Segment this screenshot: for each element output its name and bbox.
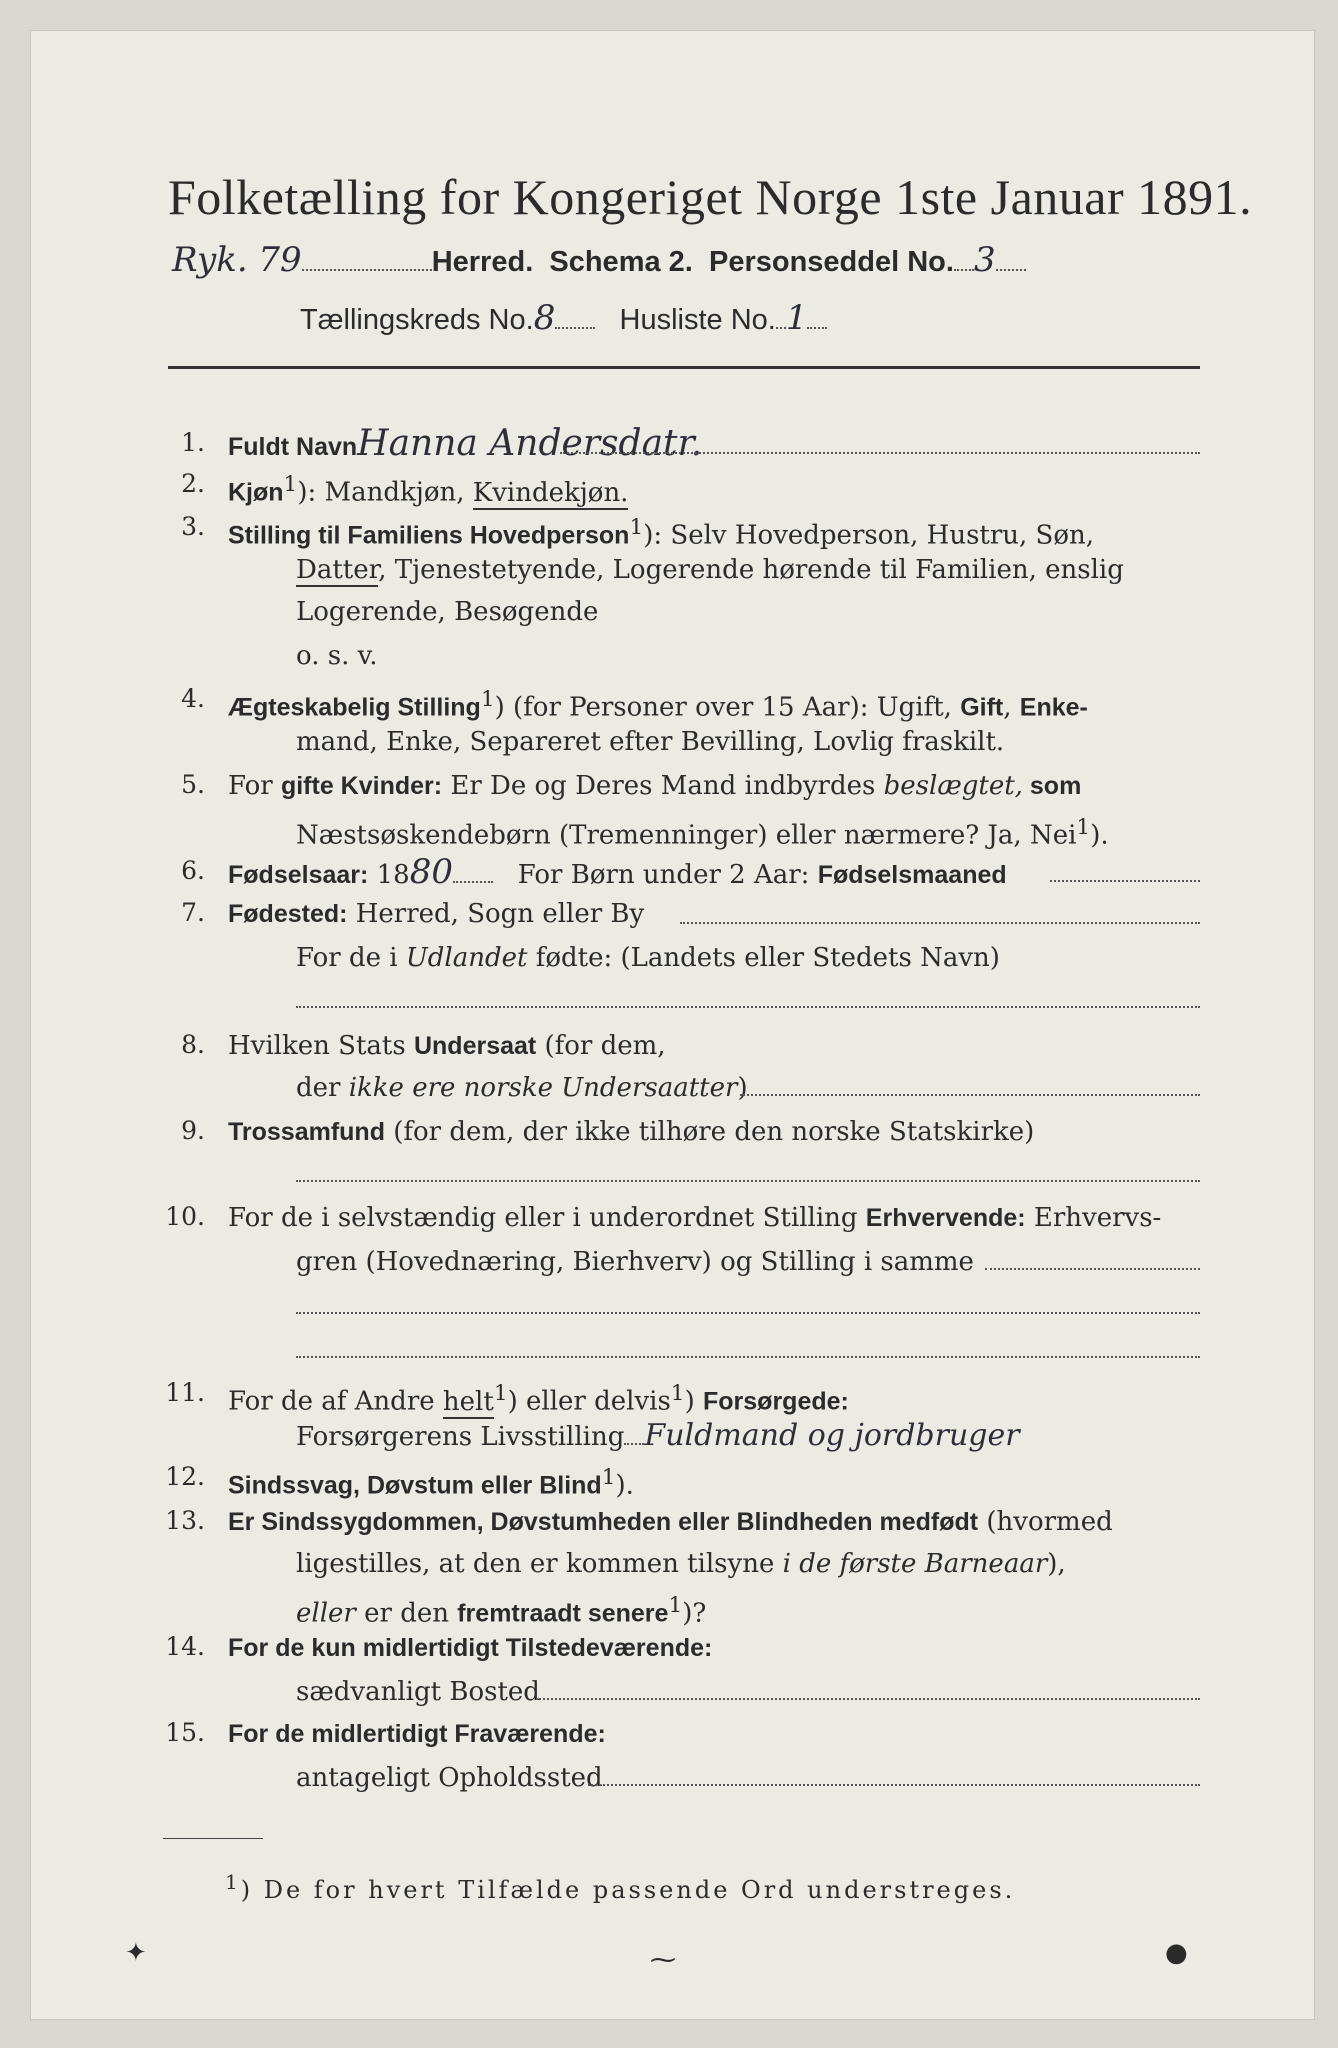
item-9-line (296, 1180, 1200, 1182)
item-2 (228, 467, 628, 511)
footnote (225, 1870, 1015, 1904)
item-14-line (536, 1698, 1200, 1700)
item-3-text-2: , Tjenestetyende, Logerende hørende til Familien, enslig (378, 555, 1124, 585)
item-8-number: 8. (181, 1030, 205, 1059)
item-5-sup: 1 (1076, 815, 1091, 840)
item-8-text-1b: (for dem, (536, 1031, 666, 1061)
item-6-line (1050, 880, 1200, 882)
ink-mark-center: ⁓ (650, 1945, 676, 1975)
item-2-label: Kjøn (228, 478, 284, 507)
husliste-label: Husliste No. (619, 304, 776, 336)
item-9-text: (for dem, der ikke tilhøre den norske Statskirke) (384, 1117, 1035, 1147)
item-1 (228, 423, 703, 465)
item-7-udlandet: Udlandet (405, 943, 528, 973)
item-11-line-1 (228, 1376, 849, 1420)
item-12-number: 12. (165, 1462, 205, 1491)
item-10-label: Erhvervende: (865, 1204, 1026, 1232)
item-10-line-2-fill (985, 1268, 1200, 1270)
item-5-som: som (1022, 772, 1082, 800)
item-5-line-2 (296, 810, 1109, 854)
item-1-line (560, 452, 1200, 454)
item-10-line-3 (296, 1312, 1200, 1314)
item-3-text-1: ): Selv Hovedperson, Hustru, Søn, (643, 520, 1095, 551)
item-9-number: 9. (181, 1116, 205, 1145)
item-11-sup-2: 1 (670, 1381, 685, 1406)
item-2-text: ): Mandkjøn, (297, 477, 473, 508)
item-3-line-2 (296, 552, 1124, 588)
item-11-number: 11. (165, 1378, 205, 1407)
footnote-rule (163, 1838, 263, 1839)
item-11-text-2: Forsørgerens Livsstilling (296, 1422, 625, 1452)
item-6-year: 80 (409, 852, 453, 892)
item-13-line-2 (296, 1546, 1066, 1582)
item-13-text-3i: eller (296, 1598, 356, 1629)
item-13-number: 13. (165, 1506, 205, 1535)
item-4-sup: 1 (480, 687, 495, 712)
item-15-number: 15. (165, 1718, 205, 1747)
item-10-line-1 (228, 1200, 1161, 1236)
item-5-label: gifte Kvinder: (280, 772, 443, 800)
item-2-sup: 1 (283, 472, 298, 497)
item-13-line-1 (228, 1504, 1113, 1540)
item-15-label: For de midlertidigt Fraværende: (228, 1720, 606, 1748)
item-5-beslaegtet: beslægtet, (883, 771, 1023, 801)
item-13-fremtraadt: fremtraadt senere (457, 1599, 669, 1628)
item-12 (228, 1460, 634, 1504)
item-4-enke: Enke- (1019, 693, 1088, 722)
item-2-kvindekjon: Kvindekjøn. (472, 477, 629, 508)
header-line-kreds (300, 298, 827, 338)
item-13-label: Er Sindssygdommen, Døvstumheden eller Blindheden (228, 1508, 880, 1536)
item-4-line-1 (228, 682, 1088, 726)
item-13-text-2i: i de første Barneaar (782, 1549, 1048, 1579)
item-3-label: Stilling til Familiens Hovedperson (228, 521, 630, 550)
item-8-label: Undersaat (413, 1032, 537, 1060)
herred-label: Herred. (431, 246, 534, 278)
header-divider (168, 366, 1200, 369)
item-8-line (740, 1094, 1200, 1096)
item-3-line-3: Logerende, Besøgende (296, 597, 599, 627)
item-4-line-2: mand, Enke, Separeret efter Bevilling, Lovlig fraskilt. (296, 727, 1005, 757)
item-15-line-1 (228, 1716, 606, 1752)
item-4-gift: Gift (960, 693, 1004, 722)
item-3-line-1 (228, 510, 1094, 554)
item-5-text-1: Er De og Deres Mand indbyrdes (442, 771, 884, 801)
item-10-number: 10. (165, 1202, 205, 1231)
personseddel-value: 3 (973, 240, 996, 280)
item-6-number: 6. (181, 856, 205, 885)
item-12-label: Sindssvag, Døvstum eller Blind (228, 1471, 602, 1500)
husliste-value: 1 (785, 298, 808, 338)
item-13-text-1b: (hvormed (978, 1507, 1113, 1537)
footnote-sup: 1 (225, 1870, 241, 1894)
item-13-text-2b: ), (1047, 1549, 1066, 1579)
item-13-end: )? (682, 1598, 707, 1629)
form-title: Folketælling for Kongeriget Norge 1ste Januar 1891. (168, 169, 1253, 225)
item-8-text-1a: Hvilken Stats (228, 1031, 414, 1061)
item-13-text-3a: er den (355, 1598, 458, 1629)
personseddel-label: Personseddel No. (708, 246, 954, 278)
item-6 (228, 854, 1007, 893)
item-8-line-1 (228, 1028, 666, 1064)
item-11-text-1c: ) (684, 1386, 703, 1417)
item-9-line-1 (228, 1114, 1034, 1150)
item-11-line-2 (296, 1418, 1020, 1455)
item-4-label: Ægteskabelig Stilling (228, 693, 481, 722)
item-14-label: For de kun midlertidigt Tilstedeværende: (228, 1634, 713, 1662)
ink-mark-left: ✦ (125, 1938, 147, 1968)
item-11-text-1b: ) eller delvis (507, 1386, 671, 1417)
item-1-answer: Hanna Andersdatr. (357, 423, 703, 464)
item-7-text-2a: For de i (296, 943, 406, 973)
item-9-label: Trossamfund (228, 1118, 385, 1146)
item-8-text-2a: der (296, 1073, 349, 1103)
item-8-line-2 (296, 1070, 748, 1106)
item-7-text-2b: fødte: (Landets eller Stedets Navn) (527, 943, 1000, 973)
item-13-sup: 1 (668, 1593, 683, 1618)
item-10-line-2: gren (Hovednæring, Bierhverv) og Stilling i samme (296, 1247, 974, 1277)
item-5-pre: For (228, 771, 281, 801)
item-14-line-1 (228, 1630, 712, 1666)
item-6-label: Fødselsaar: (228, 861, 369, 889)
item-11-answer: Fuldmand og jordbruger (644, 1418, 1020, 1453)
item-11-text-1a: For de af Andre (228, 1386, 443, 1417)
item-7-number: 7. (181, 898, 205, 927)
item-11-sup-1: 1 (493, 1381, 508, 1406)
item-10-text-1b: Erhvervs- (1025, 1203, 1162, 1233)
item-3-datter: Datter (296, 555, 379, 585)
ink-mark-right: ● (1165, 1938, 1188, 1968)
item-1-label: Fuldt Navn (228, 433, 358, 461)
item-3-sup: 1 (629, 515, 644, 540)
item-2-number: 2. (181, 469, 205, 498)
item-5-number: 5. (181, 770, 205, 799)
item-7-text-1: Herred, Sogn eller By (347, 899, 645, 929)
schema-label: Schema 2. (549, 246, 693, 278)
item-6-prefix: 18 (368, 860, 410, 890)
item-13-line-3 (296, 1588, 706, 1632)
item-14-line-2: sædvanligt Bosted (296, 1677, 540, 1707)
item-7-line-2-fill (296, 1006, 1200, 1008)
item-11-helt: helt (442, 1386, 494, 1417)
item-10-line-4 (296, 1356, 1200, 1358)
item-5-line-1 (228, 768, 1081, 804)
item-11-label: Forsørgede: (703, 1387, 849, 1416)
item-8-text-2b: ) (737, 1073, 748, 1103)
item-6-label-2: Fødselsmaaned (817, 861, 1007, 889)
item-13-medfodt: medfødt (879, 1508, 979, 1536)
item-4-comma: , (1003, 692, 1020, 723)
item-10-text-1a: For de i selvstændig eller i underordnet Stilling (228, 1203, 866, 1233)
item-7-line-1 (228, 896, 644, 932)
item-7-line-1-fill (680, 922, 1200, 924)
item-4-text-1: ) (for Personer over 15 Aar): Ugift, (494, 692, 961, 723)
item-8-text-2i: ikke ere norske Undersaatter (348, 1073, 738, 1103)
item-13-text-2a: ligestilles, at den er kommen tilsyne (296, 1549, 783, 1579)
item-3-line-4: o. s. v. (296, 641, 378, 671)
item-15-line (588, 1784, 1200, 1786)
item-4-number: 4. (181, 684, 205, 713)
item-7-label: Fødested: (228, 900, 348, 928)
item-5-text-2: Næstsøskendebørn (Tremenninger) eller nærmere? Ja, Nei (296, 820, 1077, 851)
item-3-number: 3. (181, 512, 205, 541)
item-15-line-2: antageligt Opholdssted (296, 1763, 603, 1793)
item-12-sup: 1 (601, 1465, 616, 1490)
item-6-text: For Børn under 2 Aar: (517, 860, 818, 890)
header-line-herred (172, 240, 1026, 280)
kreds-value: 8 (533, 298, 556, 338)
item-12-end: ). (615, 1470, 634, 1501)
item-14-number: 14. (165, 1632, 205, 1661)
footnote-text: ) De for hvert Tilfælde passende Ord understreges. (240, 1876, 1016, 1904)
herred-handwritten: Ryk. 79 (172, 240, 302, 280)
kreds-label: Tællingskreds No. (300, 304, 534, 336)
item-7-line-2 (296, 940, 1000, 976)
item-5-end: ). (1090, 820, 1109, 851)
item-1-number: 1. (181, 428, 205, 457)
